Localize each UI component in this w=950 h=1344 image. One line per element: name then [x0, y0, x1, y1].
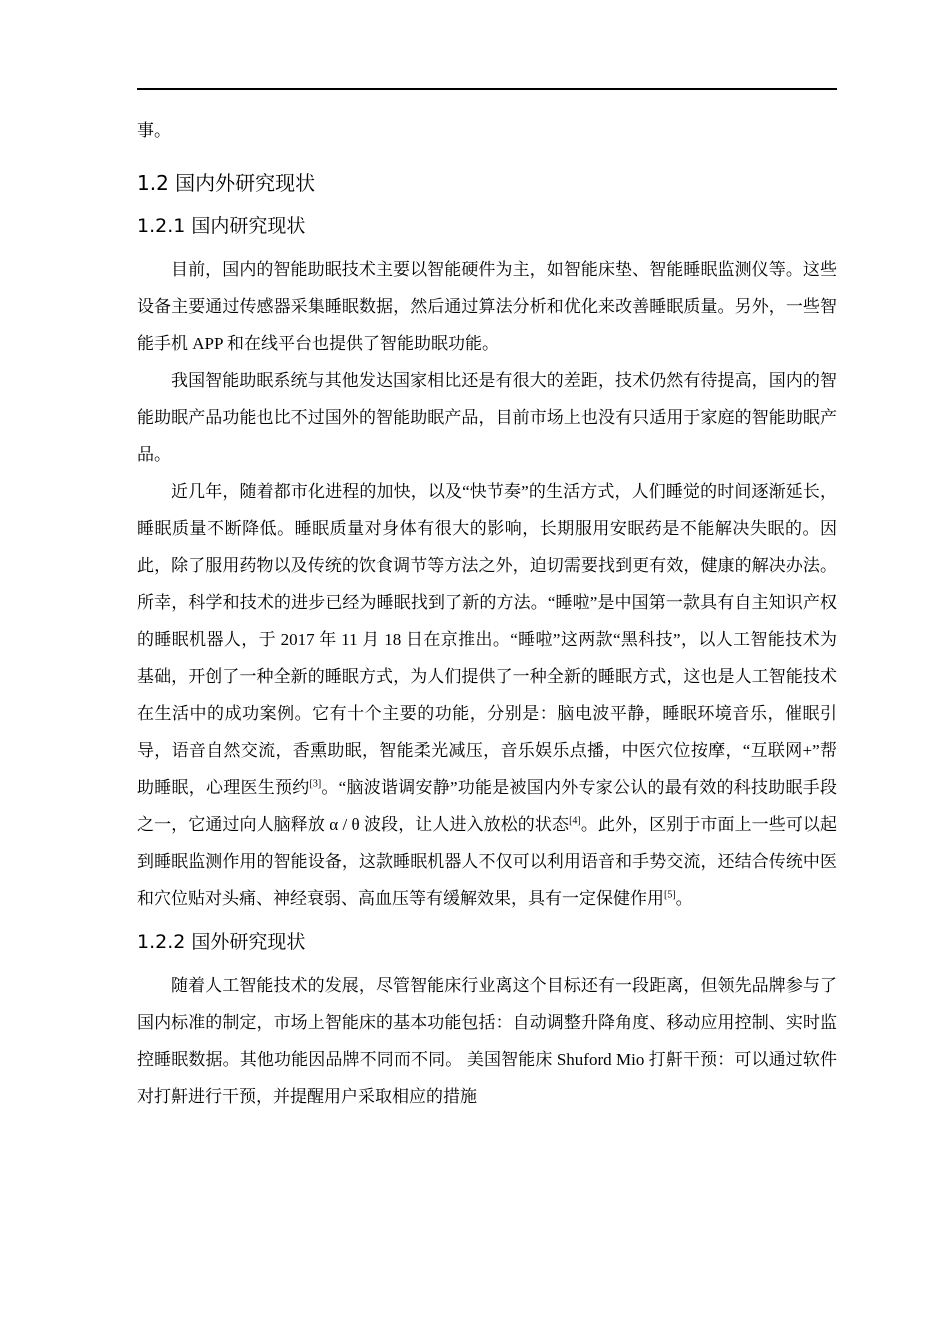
paragraph-text: 近几年，随着都市化进程的加快，以及“快节奏”的生活方式，人们睡觉的时间逐渐延长，睡眠质量不断降低。睡眠质量对身体有很大的影响，长期服用安眠药是不能解决失眠的。因此，除了服用药物以及传统的饮食调节等方法之外，迫切需要找到更有效，健康的解决办法。所幸，科学和技术的进步已经为睡眠找到了新的方法。“睡啦”是中国第一款具有自主知识产权的睡眠机器人，于 2017 年 11 月 18 日在京推出。“睡啦”这两款“黑科技”，以人工智能技术为基础，开创了一种全新的睡眠方式，为人们提供了一种全新的睡眠方式，这也是人工智能技术在生活中的成功案例。它有十个主要的功能，分别是：脑电波平静，睡眠环境音乐，催眠引导，语音自然交流，香熏助眠，智能柔光减压，音乐娱乐点播，中医穴位按摩，“互联网+”帮助睡眠，心理医生预约	[137, 482, 837, 797]
domestic-paragraph-2: 我国智能助眠系统与其他发达国家相比还是有很大的差距，技术仍然有待提高，国内的智能助眠产品功能也比不过国外的智能助眠产品，目前市场上也没有只适用于家庭的智能助眠产品。	[137, 371, 837, 464]
header-rule	[137, 88, 837, 90]
paragraph-text: 。	[675, 889, 693, 908]
subsection-heading-foreign: 1.2.2 国外研究现状	[137, 931, 306, 953]
citation-ref: [4]	[569, 815, 581, 827]
paragraph-text: 。“脑波谐调安静”功能是被国内外专家公认的最有效的科技助眠手段之一，它通过向人脑释放 α / θ 波段，让人进入放松的状态	[137, 778, 837, 834]
foreign-paragraph-1: 随着人工智能技术的发展，尽管智能床行业离这个目标还有一段距离，但领先品牌参与了国内标准的制定，市场上智能床的基本功能包括：自动调整升降角度、移动应用控制、实时监控睡眠数据。其他功能因品牌不同而不同。 美国智能床 Shuford Mio 打鼾干预：可以通过软件对打鼾进行干预，并提醒用户采取相应的措施	[137, 976, 837, 1106]
section-heading: 1.2 国内外研究现状	[137, 171, 316, 195]
domestic-paragraph-1: 目前，国内的智能助眠技术主要以智能硬件为主，如智能床垫、智能睡眠监测仪等。这些设备主要通过传感器采集睡眠数据，然后通过算法分析和优化来改善睡眠质量。另外，一些智能手机 APP 和在线平台也提供了智能助眠功能。	[137, 260, 837, 353]
citation-ref: [5]	[664, 889, 676, 901]
citation-ref: [3]	[309, 778, 322, 790]
subsection-heading-domestic: 1.2.1 国内研究现状	[137, 215, 306, 237]
continuation-text: 事。	[137, 121, 171, 140]
paragraph-text: 。此外，区别于市面上一些可以起到睡眠监测作用的智能设备，这款睡眠机器人不仅可以利用语音和手势交流，还结合传统中医和穴位贴对头痛、神经衰弱、高血压等有缓解效果，具有一定保健作用	[137, 815, 838, 908]
document-body	[137, 112, 837, 1115]
domestic-paragraph-3	[137, 473, 837, 917]
